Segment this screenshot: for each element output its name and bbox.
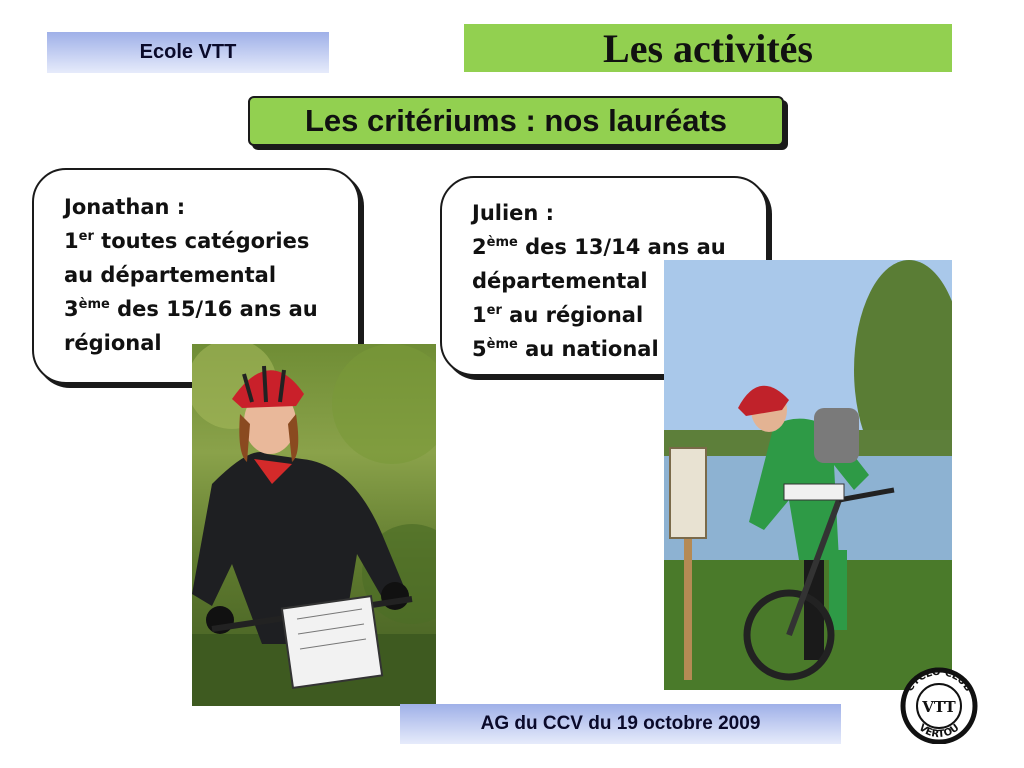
- section-subtitle: Les critériums : nos lauréats: [248, 96, 784, 146]
- footer-caption: AG du CCV du 19 octobre 2009: [400, 704, 841, 744]
- result-line: 1er toutes catégories: [64, 229, 310, 253]
- club-logo-seal: [894, 664, 984, 744]
- result-line: départemental: [472, 269, 648, 293]
- result-line: 5ème au national: [472, 337, 659, 361]
- svg-text:VTT: VTT: [922, 698, 956, 716]
- photo-jonathan-cycling: [192, 344, 436, 706]
- result-line: régional: [64, 331, 162, 355]
- photo-julien-cycling: [664, 260, 952, 690]
- svg-text:CYCLO CLUB: CYCLO CLUB: [904, 666, 974, 694]
- club-logo: [894, 664, 984, 744]
- result-line: au départemental: [64, 263, 277, 287]
- section-tag: Ecole VTT: [47, 32, 329, 73]
- svg-text:VERTOU: VERTOU: [916, 722, 962, 741]
- laureate-name: Jonathan :: [64, 195, 186, 219]
- cyclist-illustration: [192, 344, 436, 706]
- result-line: 1er au régional: [472, 303, 644, 327]
- result-line: 2ème des 13/14 ans au: [472, 235, 726, 259]
- laureate-name: Julien :: [472, 201, 555, 225]
- cyclist-illustration: [664, 260, 952, 690]
- result-line: 3ème des 15/16 ans au: [64, 297, 318, 321]
- page-title: Les activités: [464, 24, 952, 72]
